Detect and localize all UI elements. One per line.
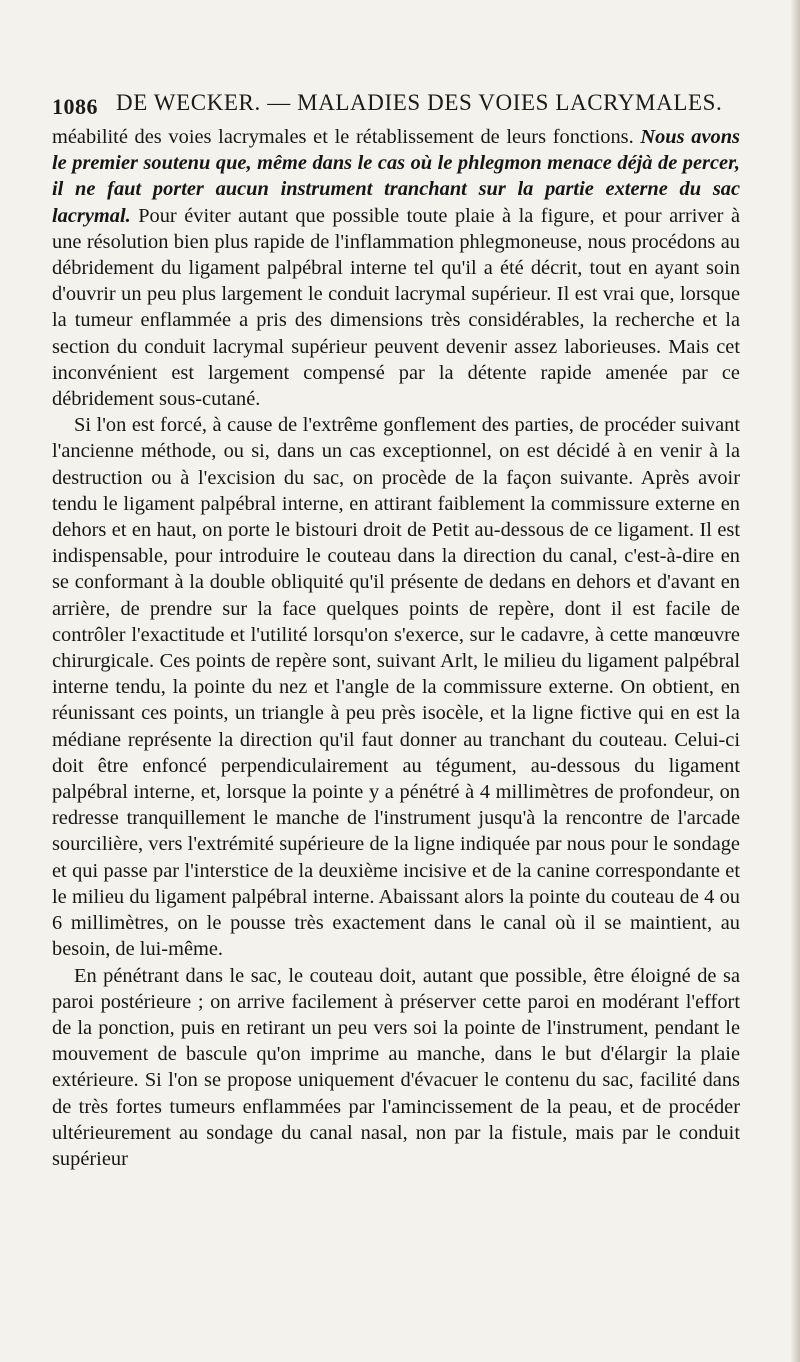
paragraph-2: Si l'on est forcé, à cause de l'extrême gonflement des parties, de procéder suivant l'ancienne méthode, ou si, dans un cas exceptionnel, on est décidé à en venir à la destruction ou à l'excision du sac, on procède de la façon suivante. Après avoir tendu le ligament palpébral interne, en attirant faiblement la commissure externe en dehors et en haut, on porte le bistouri droit de Petit au-dessous de ce ligament. Il est indispensable, pour introduire le couteau dans la direction du canal, c'est-à-dire en se conformant à la double obliquité qu'il présente de dedans en dehors et d'avant en arrière, de prendre sur la face quelques points de repère, dont il est facile de contrôler l'exactitude et l'utilité lorsqu'on s'exerce, sur le cadavre, à cette manœuvre chirurgicale. Ces points de repère sont, suivant Arlt, le milieu du ligament palpébral interne tendu, la pointe du nez et l'angle de la commissure externe. On obtient, en réunissant ces points, un triangle à peu près isocèle, et la ligne fictive qui en est la médiane représente la direction qu'il faut donner au tranchant du couteau. Celui-ci doit être enfoncé perpendiculairement au tégument, au-dessous du ligament palpébral interne, et, lorsque la pointe y a pénétré à 4 millimètres de profondeur, on redresse tranquillement le manche de l'instrument jusqu'à la rencontre de l'arcade sourcilière, vers l'extrémité supérieure de la ligne indiquée par nous pour le sondage et qui passe par l'interstice de la deuxième incisive et de la canine correspondante et le milieu du ligament palpébral interne. Abaissant alors la pointe du couteau de 4 ou 6 millimètres, on le pousse très exactement dans le canal où il se maintient, au besoin, de lui-même. bbox=[52, 414, 740, 961]
page-edge bbox=[790, 0, 800, 1362]
body-text bbox=[52, 124, 740, 1172]
paragraph-1 bbox=[52, 124, 740, 412]
paragraph-1-text-end: Pour éviter autant que possible toute plaie à la figure, et pour arriver à une résolution bien plus rapide de l'inflammation phlegmoneuse, nous procédons au débridement du ligament palpébral interne tel qu'il a été décrit, tout en ayant soin d'ouvrir un peu plus largement le conduit lacrymal supérieur. Il est vrai que, lorsque la tumeur enflammée a pris des dimensions très considérables, la recherche et la section du conduit lacrymal supérieur peuvent devenir assez laborieuses. Mais cet inconvénient est largement compensé par la détente rapide amenée par ce débridement sous-cutané. bbox=[52, 204, 740, 411]
paragraph-3: En pénétrant dans le sac, le couteau doit, autant que possible, être éloigné de sa paroi postérieure ; on arrive facilement à préserver cette paroi en modérant l'effort de la ponction, puis en retirant un peu vers soi la pointe de l'instrument, pendant le mouvement de bascule qu'on imprime au manche, dans le but d'élargir la plaie extérieure. Si l'on se propose uniquement d'évacuer le contenu du sac, facilité dans de très fortes tumeurs enflammées par l'amincissement de la peau, et de procéder ultérieurement au sondage du canal nasal, non par la fistule, mais par le conduit supérieur bbox=[52, 964, 740, 1170]
paragraph-1-text-start: méabilité des voies lacrymales et le rétablissement de leurs fonctions. bbox=[52, 126, 641, 148]
page-header bbox=[52, 90, 732, 124]
paragraph-1-emphasis: Nous avons le premier soutenu que, même dans le cas où le phlegmon menace déjà de percer, il ne faut porter aucun instrument tranchant sur la partie externe du sac lacrymal. bbox=[52, 126, 740, 227]
running-head: DE WECKER. — MALADIES DES VOIES LACRYMALES. bbox=[116, 90, 723, 115]
page-number: 1086 bbox=[52, 94, 98, 119]
